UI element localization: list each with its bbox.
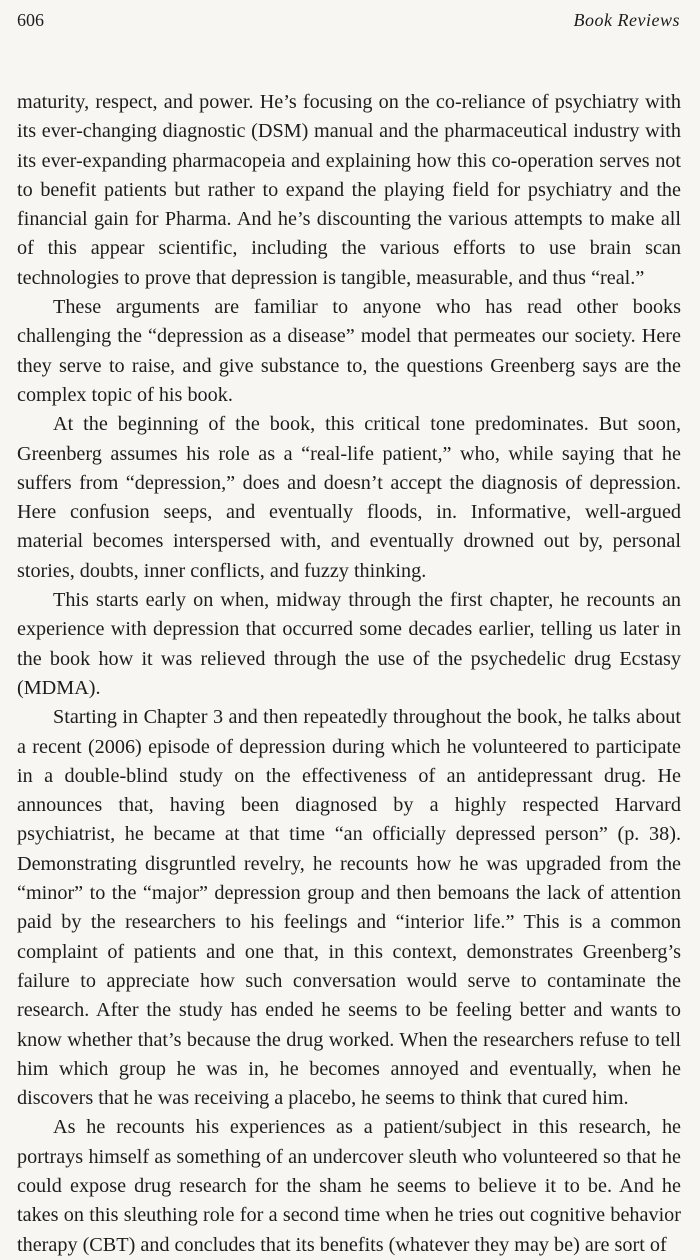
paragraph: This starts early on when, midway through the first chapter, he recounts an experience with depression that occurred some decades earlier, telling us later in the book how it was relieved through the use of the psychedelic drug Ecstasy (MDMA).: [17, 589, 681, 699]
review-body: [17, 88, 681, 1260]
paragraph: Starting in Chapter 3 and then repeatedly throughout the book, he talks about a recent (2006) episode of depression during which he volunteered to participate in a double-blind study on the effectiveness of an antidepressant drug. He announces that, having been diagnosed by a highly respected Harvard psychiatrist, he became at that time “an officially depressed person” (p. 38). Demonstrating disgruntled revelry, he recounts how he was upgraded from the “minor” to the “major” depression group and then bemoans the lack of attention paid by the researchers to his feelings and “interior life.” This is a common complaint of patients and one that, in this context, demonstrates Greenberg’s failure to appreciate how such conversation would serve to contaminate the research. After the study has ended he seems to be feeling better and wants to know whether that’s because the drug worked. When the researchers refuse to tell him which group he was in, he becomes annoyed and eventually, when he discovers that he was receiving a placebo, he seems to think that cured him.: [17, 706, 681, 1110]
paragraph-continued: maturity, respect, and power. He’s focusing on the co-reliance of psychiatry with its ever-changing diagnostic (DSM) manual and the pharmaceutical industry with its ever-expanding pharmacopeia and explaining how this co-operation serves not to benefit patients but rather to expand the playing field for psychiatry and the financial gain for Pharma. And he’s discounting the various attempts to make all of this appear scientific, including the various efforts to use brain scan technologies to prove that depression is tangible, measurable, and thus “real.”: [17, 91, 681, 289]
paragraph: These arguments are familiar to anyone who has read other books challenging the “depression as a disease” model that permeates our society. Here they serve to raise, and give substance to, the questions Greenberg says are the complex topic of his book.: [17, 296, 681, 406]
paragraph: As he recounts his experiences as a patient/subject in this research, he portrays himself as something of an undercover sleuth who volunteered so that he could expose drug research for the sham he seems to believe it to be. And he takes on this sleuthing role for a second time when he tries out cognitive behavior therapy (CBT) and concludes that its benefits (whatever they may be) are sort of: [17, 1116, 681, 1256]
paragraph: At the beginning of the book, this critical tone predominates. But soon, Greenberg assumes his role as a “real-life patient,” who, while saying that he suffers from “depression,” does and doesn’t accept the diagnosis of depression. Here confusion seeps, and eventually floods, in. Informative, well-argued material becomes interspersed with, and eventually drowned out by, personal stories, doubts, inner conflicts, and fuzzy thinking.: [17, 413, 681, 582]
page-number: 606: [17, 10, 44, 30]
page-header: [17, 10, 680, 36]
running-title: Book Reviews: [573, 10, 680, 30]
